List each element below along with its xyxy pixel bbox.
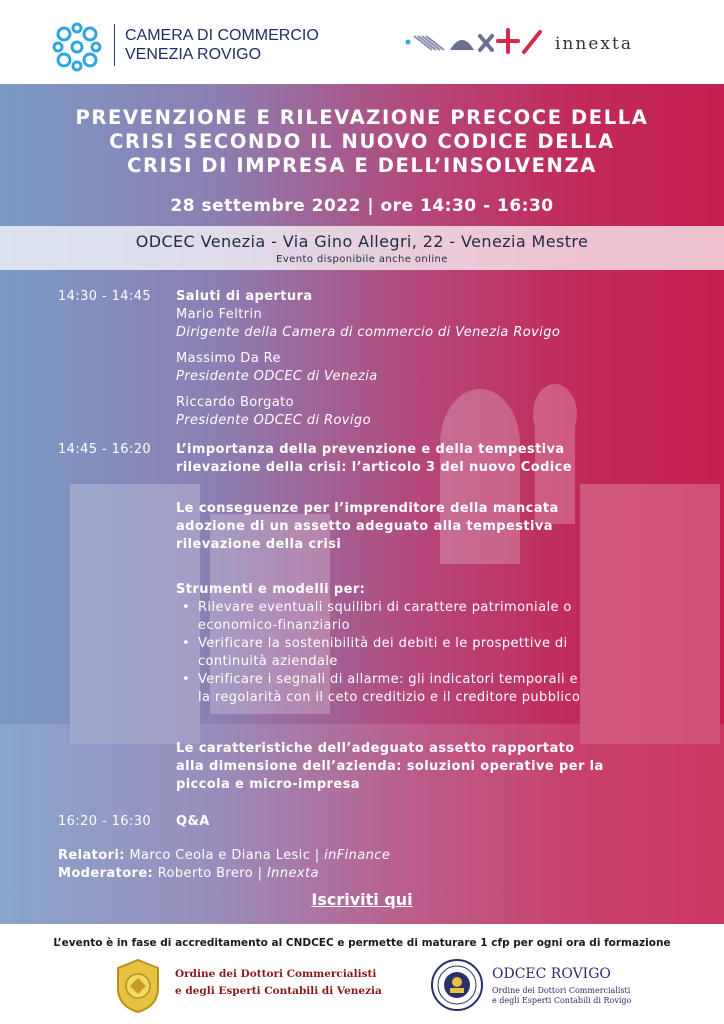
speaker1-name: Mario Feltrin — [176, 307, 263, 322]
accreditation-note: L’evento è in fase di accreditamento al CNDCEC e permette di maturare 1 cfp per ogni ora di formazione — [53, 937, 671, 949]
list-item — [176, 599, 686, 635]
bullet1-line2: economico-finanziario — [198, 618, 350, 633]
speaker1-role: Dirigente della Camera di commercio di Venezia Rovigo — [176, 325, 561, 340]
moderatore-label: Moderatore: — [58, 866, 154, 881]
session2-time: 14:45 - 16:20 — [58, 442, 152, 457]
bullet3-line2: la regolarità con il ceto creditizio e il creditore pubblico — [198, 690, 581, 705]
bullet3-line1: • Verificare i segnali di allarme: gli indicatori temporali e — [198, 672, 578, 687]
event-date: 28 settembre 2022 | ore 14:30 - 16:30 — [170, 196, 554, 216]
moderatore-separator: | — [257, 866, 263, 881]
tools-heading: Strumenti e modelli per: — [176, 582, 366, 597]
relatori-names: Marco Ceola e Diana Lesic — [129, 848, 311, 863]
odcec-venezia-seal-icon — [112, 958, 164, 1014]
topic2-line1: Le conseguenze per l’imprenditore della mancata — [176, 501, 559, 516]
session2-topic1 — [176, 441, 686, 477]
event-title — [20, 106, 704, 178]
title-line3: CRISI DI IMPRESA E DELL’INSOLVENZA — [127, 154, 597, 177]
moderatore-org: Innexta — [266, 866, 319, 881]
session3-time: 16:20 - 16:30 — [58, 814, 152, 829]
bullet2-line1: • Verificare la sostenibilità dei debiti e le prospettive di — [198, 636, 568, 651]
speaker2-role: Presidente ODCEC di Venezia — [176, 369, 378, 384]
camera-commercio-name — [125, 26, 319, 64]
header — [0, 0, 724, 84]
list-item — [176, 635, 686, 671]
relatori-separator: | — [314, 848, 320, 863]
odcec-rovigo-name — [492, 986, 631, 1006]
topic3-line3: piccola e micro-impresa — [176, 777, 360, 792]
bullet2-line2: continuità aziendale — [198, 654, 338, 669]
session1-block — [176, 288, 686, 430]
online-note: Evento disponibile anche online — [276, 254, 448, 265]
odcec-venezia-line2: e degli Esperti Contabili di Venezia — [175, 985, 382, 997]
odcec-rovigo-title: ODCEC ROVIGO — [492, 966, 611, 982]
relatori-line — [58, 847, 698, 865]
main-panel — [0, 84, 724, 924]
session2-tools — [176, 581, 686, 707]
register-link[interactable]: Iscriviti qui — [311, 890, 413, 909]
title-line1: PREVENZIONE E RILEVAZIONE PRECOCE DELLA — [75, 106, 649, 129]
topic1-line2: rilevazione della crisi: l’articolo 3 del nuovo Codice — [176, 460, 572, 475]
moderatore-line — [58, 865, 698, 883]
session1-time: 14:30 - 14:45 — [58, 289, 152, 304]
session2-topic3 — [176, 740, 686, 794]
title-line2: CRISI SECONDO IL NUOVO CODICE DELLA — [109, 130, 615, 153]
odcec-rovigo-line2: e degli Esperti Contabili di Rovigo — [492, 996, 632, 1005]
odcec-venezia-name — [175, 966, 382, 1000]
camera-commercio-logo-icon — [50, 20, 104, 74]
relatori-label: Relatori: — [58, 848, 125, 863]
header-divider — [114, 24, 115, 66]
odcec-venezia-line1: Ordine dei Dottori Commercialisti — [175, 968, 377, 980]
innexta-mark-icon — [404, 26, 544, 58]
venue-band — [0, 226, 724, 270]
bullet1-line1: • Rilevare eventuali squilibri di carattere patrimoniale o — [198, 600, 572, 615]
session2-topic2 — [176, 500, 686, 554]
odcec-rovigo-seal-icon — [430, 958, 484, 1012]
topic2-line3: rilevazione della crisi — [176, 537, 342, 552]
speaker3-name: Riccardo Borgato — [176, 395, 295, 410]
speaker3-role: Presidente ODCEC di Rovigo — [176, 413, 371, 428]
session1-title: Saluti di apertura — [176, 289, 313, 304]
relatori-org: inFinance — [324, 848, 391, 863]
topic1-line1: L’importanza della prevenzione e della tempestiva — [176, 442, 565, 457]
topic3-line2: alla dimensione dell’azienda: soluzioni operative per la — [176, 759, 604, 774]
innexta-brand: innexta — [555, 34, 633, 54]
topic3-line1: Le caratteristiche dell’adeguato assetto rapportato — [176, 741, 575, 756]
event-venue: ODCEC Venezia - Via Gino Allegri, 22 - Venezia Mestre — [135, 232, 589, 251]
odcec-rovigo-line1: Ordine dei Dottori Commercialisti — [492, 986, 631, 995]
topic2-line2: adozione di un assetto adeguato alla tempestiva — [176, 519, 553, 534]
moderatore-name: Roberto Brero — [157, 866, 254, 881]
list-item — [176, 671, 686, 707]
ccia-line2: VENEZIA ROVIGO — [125, 46, 262, 63]
speaker2-name: Massimo Da Re — [176, 351, 281, 366]
footer — [0, 924, 724, 1024]
ccia-line1: CAMERA DI COMMERCIO — [125, 27, 319, 44]
tools-list — [176, 599, 686, 707]
session3-title: Q&A — [176, 814, 210, 829]
